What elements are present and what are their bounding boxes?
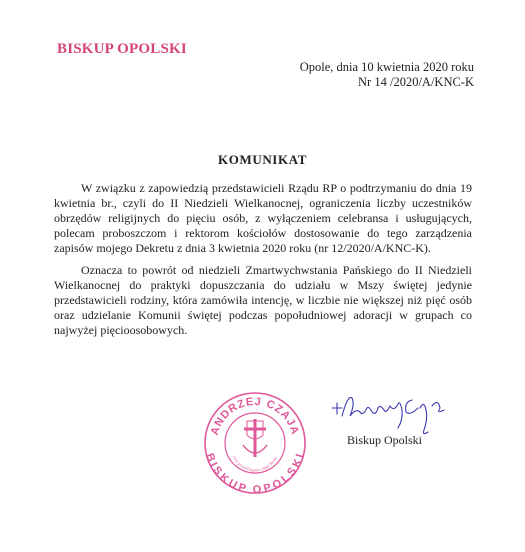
- seal-stamp: [203, 391, 307, 495]
- document-title: KOMUNIKAT: [218, 152, 307, 167]
- letterhead: BISKUP OPOLSKI: [57, 41, 187, 57]
- stamp-bottom-text: BISKUP OPOLSKI: [203, 451, 307, 495]
- document-meta: [300, 60, 474, 90]
- handwritten-signature: [328, 386, 448, 438]
- signature-label: Biskup Opolski: [347, 433, 423, 447]
- reference-number: Nr 14 /2020/A/KNC-K: [358, 75, 474, 89]
- stamp-top-text: ANDRZEJ CZAJA: [208, 395, 302, 437]
- place-date: Opole, dnia 10 kwietnia 2020 roku: [299, 60, 474, 74]
- document-body: [54, 181, 472, 345]
- paragraph-2: Oznacza to powrót od niedzieli Zmartwychwstania Pańskiego do II Niedzieli Wielkanocnej do praktyki dopuszczania do udziału w Mszy świętej jedynie przedstawicieli rodziny, która zamówiła intencję, w liczbie nie większej niż pięć osób oraz udzielanie Komunii świętej podczas popołudniowej adoracji w grupach co najwyżej pięcioosobowych.: [54, 263, 472, 337]
- paragraph-1: W związku z zapowiedzią przedstawicieli Rządu RP o podtrzymaniu do dnia 19 kwietnia br., czyli do II Niedzieli Wielkanocnej, ograniczenia liczby uczestników obrzędów religijnych do pięciu osób, z wyłączeniem celebransa i usługujących, polecam proboszczom i rektorom kościołów dostosowanie do tego zarządzenia zapisów mojego Dekretu z dnia 3 kwietnia 2020 roku (nr 12/2020/A/KNC-K).: [54, 181, 472, 255]
- stamp-motto: rwać przed Bogiem i Jego Słowe: [231, 455, 278, 473]
